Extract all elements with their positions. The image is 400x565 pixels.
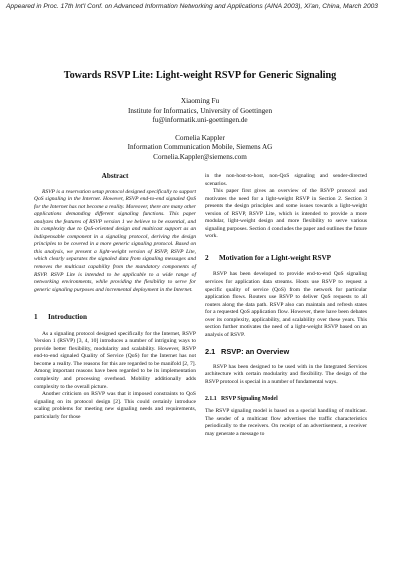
abstract xyxy=(34,173,196,294)
subsubsection-number: 2.1.1 xyxy=(205,395,217,402)
conference-banner: Appeared in Proc. 17th Int'l Conf. on Advanced Information Networking and Applications (AINA 2003), Xi'an, China, March 2003 xyxy=(6,3,378,10)
author-affiliation: Institute for Informatics, University of Goettingen xyxy=(127,106,273,115)
paragraph: RSVP has been developed to provide end-to-end QoS signaling services for application data streams. Hosts use RSVP to request a specific quality of service (QoS) from the network for particular application flows. Routers use RSVP to deliver QoS requests to all routers along the data path. RSVP also can maintain and refresh states for a requested QoS application flow. However, there have been debates over its complexity, applicability, and scalability over these years. This section further motivates the need of a light-weight RSVP based on an analysis of RSVP. xyxy=(205,271,367,338)
subsubsection-title: RSVP Signaling Model xyxy=(221,395,278,402)
subsection-title: RSVP: an Overview xyxy=(221,347,290,357)
section-heading xyxy=(205,255,367,263)
section-heading xyxy=(34,314,196,322)
section-number: 1 xyxy=(34,313,38,322)
paragraph: Another criticism on RSVP was that it imposed constraints to QoS signaling on its protocol design [2]. This could certainly introduce scaling problems for meeting new signaling needs and requirements, particularly for those xyxy=(34,391,196,420)
author-name: Xiaoming Fu xyxy=(180,97,220,105)
paragraph: As a signaling protocol designed specifically for the Internet, RSVP Version 1 (RSVP) [3, 4, 10] introduces a number of intriguing ways to provide better flexibility, modularity and scalability. However, RSVP end-to-end signaled Quality of Service (QoS) for the Internet has not become a reality. The reasons for this are regarded to be manifold [2, 7]. Among important reasons have been regarded to be its implementation complexity and processing overhead. Mobility additionally adds complexity to the overall picture. xyxy=(34,330,196,390)
author-email: fu@informatik.uni-goettingen.de xyxy=(152,116,248,125)
author-block xyxy=(0,97,400,163)
paper-title: Towards RSVP Lite: Light-weight RSVP for Generic Signaling xyxy=(63,70,337,81)
subsection-heading xyxy=(205,348,367,356)
subsubsection-heading xyxy=(205,396,367,404)
paragraph: The RSVP signaling model is based on a special handling of multicast. The sender of a multicast flow advertises the traffic characteristics periodically to the receivers. On receipt of an advertisement, a receiver may generate a message to xyxy=(205,408,367,437)
section-title: Motivation for a Light-weight RSVP xyxy=(219,253,332,262)
author-email: Cornelia.Kappler@siemens.com xyxy=(153,152,247,161)
paragraph: RSVP has been designed to be used with in the Integrated Services architecture with certain modularity and flexibility. The design of the RSVP protocol is special in a number of fundamental ways. xyxy=(205,363,367,386)
paragraph: in the non-host-to-host, non-QoS signaling and sender-directed scenarios. xyxy=(205,173,367,187)
abstract-heading: Abstract xyxy=(101,172,129,180)
author-name: Cornelia Kappler xyxy=(175,133,225,142)
abstract-text: RSVP is a reservation setup protocol designed specifically to support QoS signaling in the Internet. However, RSVP end-to-end signaled QoS for the Internet has not become a reality. Moreover, there are many other applications demanding different signaling functions. This paper analyzes the features of RSVP version 1 we believe to be essential, and its complexity due to QoS-oriented design and multicast support as an indispensable component in a signaling protocol, deriving the design principles to be covered in a more generic signaling protocol. Based on this analysis, we present a light-weight version of RSVP, RSVP Lite, which clearly separates the signaled data from signaling messages and removes the multicast capability from the mandatory components of RSVP. RSVP Lite is intended to be applicable to a wide range of networking environments, while providing the flexibility to serve for generic signaling purposes and incremental deployment in the Internet. xyxy=(34,188,196,293)
left-column xyxy=(34,173,196,421)
right-column xyxy=(205,173,367,438)
author-affiliation: Information Communication Mobile, Siemens AG xyxy=(127,143,273,152)
section-title: Introduction xyxy=(48,313,88,322)
paragraph: This paper first gives an overview of the RSVP protocol and motivates the need for a light-weight RSVP in Section 2. Section 3 presents the design principles and some issues towards a light-weight version of RSVP, RSVP Lite, which is intended to provide a more modular, light-weight design and more flexibility to serve various signaling purposes. Section 4 concludes the paper and outlines the future work. xyxy=(205,188,367,240)
subsection-number: 2.1 xyxy=(205,347,216,357)
section-number: 2 xyxy=(205,253,209,262)
